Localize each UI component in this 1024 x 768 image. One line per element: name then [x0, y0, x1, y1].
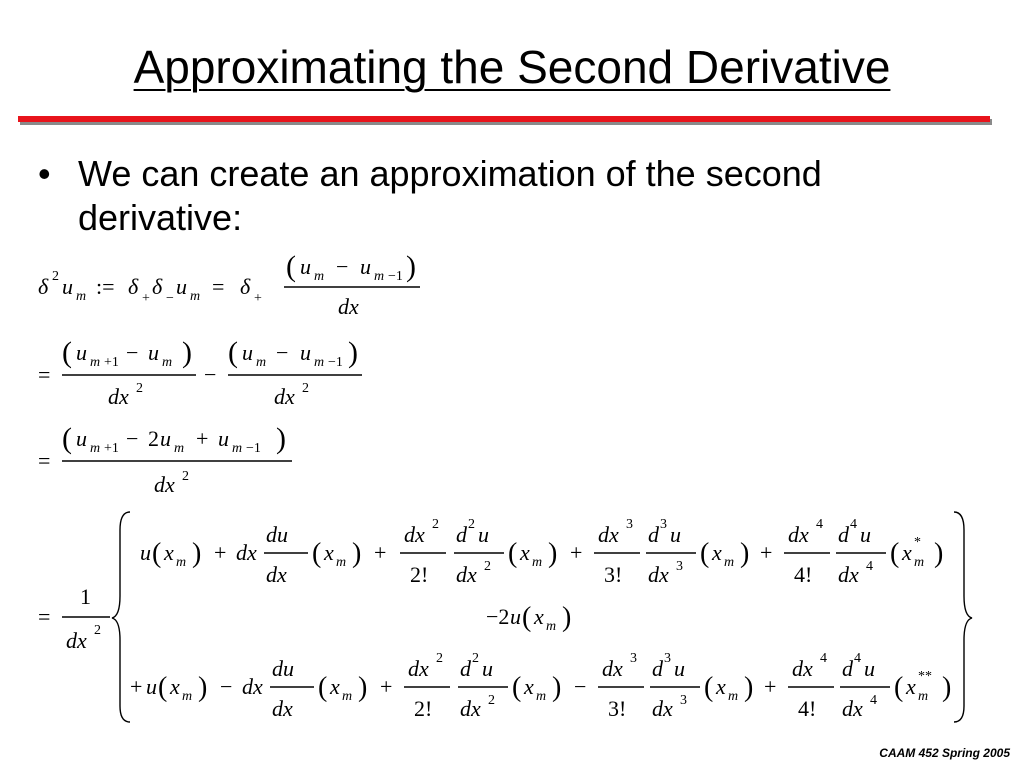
- svg-text:): ): [548, 538, 558, 569]
- svg-text:m: m: [314, 355, 325, 370]
- svg-text:x: x: [164, 540, 174, 565]
- bullet-symbol: •: [38, 153, 51, 194]
- svg-text:(: (: [318, 672, 328, 703]
- svg-text:dx: dx: [602, 656, 623, 681]
- svg-text:dx: dx: [456, 562, 477, 587]
- svg-text:(: (: [890, 538, 900, 569]
- svg-text:dx: dx: [788, 522, 809, 547]
- svg-text:+1: +1: [104, 441, 119, 456]
- svg-text:+: +: [380, 674, 393, 699]
- svg-text:x: x: [716, 674, 726, 699]
- svg-text:dx: dx: [154, 472, 175, 497]
- svg-text:=: =: [38, 448, 51, 473]
- svg-text::=: :=: [96, 274, 115, 299]
- svg-text:2: 2: [148, 426, 159, 451]
- svg-text:m: m: [76, 289, 87, 304]
- svg-text:3: 3: [680, 693, 687, 708]
- svg-text:(: (: [152, 538, 162, 569]
- svg-text:(: (: [894, 672, 904, 703]
- svg-text:u: u: [674, 656, 685, 681]
- svg-text:(: (: [286, 250, 296, 283]
- svg-text:m: m: [314, 269, 325, 284]
- svg-text:): ): [552, 672, 562, 703]
- svg-text:u: u: [76, 340, 87, 365]
- svg-text:−: −: [126, 340, 139, 365]
- footer-course-label: CAAM 452 Spring 2005: [879, 746, 1010, 760]
- svg-text:u: u: [864, 656, 875, 681]
- svg-text:m: m: [914, 555, 925, 570]
- svg-text:4: 4: [850, 517, 857, 532]
- svg-text:dx: dx: [272, 696, 293, 721]
- svg-text:2: 2: [488, 693, 495, 708]
- svg-text:dx: dx: [242, 674, 263, 699]
- svg-text:(: (: [312, 538, 322, 569]
- svg-text:(: (: [704, 672, 714, 703]
- svg-text:dx: dx: [842, 696, 863, 721]
- svg-text:−: −: [574, 674, 587, 699]
- svg-text:d: d: [838, 522, 849, 547]
- svg-text:): ): [934, 538, 944, 569]
- svg-text:4: 4: [820, 651, 827, 666]
- svg-text:u: u: [242, 340, 253, 365]
- svg-text:): ): [744, 672, 754, 703]
- svg-text:(: (: [512, 672, 522, 703]
- svg-text:): ): [352, 538, 362, 569]
- svg-text:2: 2: [52, 269, 59, 284]
- svg-text:δ: δ: [152, 274, 163, 299]
- svg-text:+: +: [760, 540, 773, 565]
- svg-text:u: u: [146, 674, 157, 699]
- svg-text:m: m: [336, 555, 347, 570]
- svg-text:2!: 2!: [410, 562, 429, 587]
- svg-text:): ): [198, 672, 208, 703]
- svg-text:+1: +1: [104, 355, 119, 370]
- svg-text:dx: dx: [338, 294, 359, 319]
- svg-text:+: +: [374, 540, 387, 565]
- svg-text:): ): [358, 672, 368, 703]
- svg-text:(: (: [158, 672, 168, 703]
- svg-text:(: (: [228, 336, 238, 369]
- svg-text:x: x: [324, 540, 334, 565]
- svg-text:m: m: [532, 555, 543, 570]
- svg-text:3: 3: [664, 651, 671, 666]
- svg-text:u: u: [478, 522, 489, 547]
- svg-text:m: m: [546, 619, 557, 634]
- svg-text:u: u: [176, 274, 187, 299]
- svg-text:u: u: [300, 340, 311, 365]
- svg-text:u: u: [76, 426, 87, 451]
- svg-text:x: x: [906, 674, 916, 699]
- svg-text:m: m: [176, 555, 187, 570]
- svg-text:4: 4: [866, 559, 873, 574]
- svg-text:−1: −1: [388, 269, 403, 284]
- svg-text:+: +: [764, 674, 777, 699]
- svg-text:−: −: [166, 291, 174, 306]
- equation-line-2: [38, 336, 362, 409]
- svg-text:m: m: [918, 689, 929, 704]
- svg-text:d: d: [652, 656, 663, 681]
- svg-text:−: −: [336, 254, 349, 279]
- svg-text:dx: dx: [460, 696, 481, 721]
- svg-text:): ): [348, 336, 358, 369]
- svg-text:4!: 4!: [794, 562, 813, 587]
- svg-text:dx: dx: [652, 696, 673, 721]
- svg-text:dx: dx: [66, 628, 87, 653]
- svg-text:2: 2: [136, 381, 143, 396]
- svg-text:): ): [740, 538, 750, 569]
- svg-text:2: 2: [468, 517, 475, 532]
- svg-text:−1: −1: [328, 355, 343, 370]
- svg-text:4: 4: [870, 693, 877, 708]
- bullet-text: We can create an approximation of the second derivative:: [78, 153, 822, 238]
- svg-text:2: 2: [432, 517, 439, 532]
- svg-text:δ: δ: [128, 274, 139, 299]
- svg-text:d: d: [648, 522, 659, 547]
- svg-text:2: 2: [302, 381, 309, 396]
- svg-text:3: 3: [676, 559, 683, 574]
- svg-text:m: m: [232, 441, 243, 456]
- equation-line-1: [38, 250, 420, 319]
- svg-text:+: +: [196, 426, 209, 451]
- svg-text:2: 2: [484, 559, 491, 574]
- svg-text:2: 2: [182, 469, 189, 484]
- svg-text:(: (: [700, 538, 710, 569]
- svg-text:3: 3: [660, 517, 667, 532]
- svg-text:dx: dx: [598, 522, 619, 547]
- svg-text:): ): [562, 602, 572, 633]
- svg-text:x: x: [534, 604, 544, 629]
- svg-text:m: m: [182, 689, 193, 704]
- svg-text:**: **: [918, 669, 932, 684]
- svg-text:): ): [192, 538, 202, 569]
- svg-text:dx: dx: [236, 540, 257, 565]
- svg-text:u: u: [160, 426, 171, 451]
- svg-text:du: du: [272, 656, 294, 681]
- svg-text:−1: −1: [246, 441, 261, 456]
- svg-text:(: (: [522, 602, 532, 633]
- svg-text:x: x: [520, 540, 530, 565]
- svg-text:*: *: [914, 535, 921, 550]
- svg-text:1: 1: [80, 584, 91, 609]
- svg-text:u: u: [140, 540, 151, 565]
- svg-text:+: +: [142, 291, 150, 306]
- svg-text:=: =: [38, 604, 51, 629]
- svg-text:+: +: [570, 540, 583, 565]
- svg-text:dx: dx: [792, 656, 813, 681]
- svg-text:δ: δ: [240, 274, 251, 299]
- svg-text:m: m: [374, 269, 385, 284]
- svg-text:m: m: [190, 289, 201, 304]
- svg-text:m: m: [536, 689, 547, 704]
- svg-text:+: +: [214, 540, 227, 565]
- svg-text:−: −: [126, 426, 139, 451]
- svg-text:u: u: [860, 522, 871, 547]
- svg-text:m: m: [728, 689, 739, 704]
- svg-text:u: u: [510, 604, 521, 629]
- svg-text:δ: δ: [38, 274, 49, 299]
- svg-text:2: 2: [436, 651, 443, 666]
- svg-text:m: m: [724, 555, 735, 570]
- svg-text:2!: 2!: [414, 696, 433, 721]
- svg-text:3: 3: [630, 651, 637, 666]
- equation-line-3: [38, 422, 292, 497]
- svg-text:d: d: [456, 522, 467, 547]
- svg-text:x: x: [170, 674, 180, 699]
- svg-text:−2: −2: [486, 604, 510, 629]
- svg-text:d: d: [842, 656, 853, 681]
- svg-text:−: −: [204, 362, 217, 387]
- svg-text:3!: 3!: [604, 562, 623, 587]
- svg-text:2: 2: [94, 623, 101, 638]
- svg-text:u: u: [148, 340, 159, 365]
- svg-text:4!: 4!: [798, 696, 817, 721]
- svg-text:(: (: [508, 538, 518, 569]
- svg-text:m: m: [174, 441, 185, 456]
- svg-text:+: +: [254, 291, 262, 306]
- svg-text:x: x: [902, 540, 912, 565]
- svg-text:(: (: [62, 422, 72, 455]
- svg-text:−: −: [276, 340, 289, 365]
- svg-text:d: d: [460, 656, 471, 681]
- svg-text:x: x: [330, 674, 340, 699]
- svg-text:=: =: [38, 362, 51, 387]
- svg-text:u: u: [218, 426, 229, 451]
- svg-text:m: m: [90, 355, 101, 370]
- svg-text:): ): [276, 422, 286, 455]
- svg-text:(: (: [62, 336, 72, 369]
- svg-text:x: x: [524, 674, 534, 699]
- svg-text:dx: dx: [274, 384, 295, 409]
- svg-text:x: x: [712, 540, 722, 565]
- svg-text:m: m: [256, 355, 267, 370]
- svg-text:4: 4: [816, 517, 823, 532]
- svg-text:u: u: [670, 522, 681, 547]
- svg-text:+: +: [130, 674, 143, 699]
- svg-text:dx: dx: [838, 562, 859, 587]
- svg-text:): ): [182, 336, 192, 369]
- svg-text:dx: dx: [408, 656, 429, 681]
- svg-text:u: u: [300, 254, 311, 279]
- svg-text:m: m: [162, 355, 173, 370]
- svg-text:2: 2: [472, 651, 479, 666]
- svg-text:dx: dx: [266, 562, 287, 587]
- svg-text:u: u: [62, 274, 73, 299]
- equation-line-4: [38, 512, 972, 722]
- svg-text:m: m: [342, 689, 353, 704]
- svg-text:dx: dx: [108, 384, 129, 409]
- svg-text:): ): [942, 672, 952, 703]
- svg-text:m: m: [90, 441, 101, 456]
- svg-text:=: =: [212, 274, 225, 299]
- svg-text:u: u: [360, 254, 371, 279]
- svg-text:3!: 3!: [608, 696, 627, 721]
- svg-text:u: u: [482, 656, 493, 681]
- svg-text:−: −: [220, 674, 233, 699]
- svg-text:dx: dx: [404, 522, 425, 547]
- svg-text:3: 3: [626, 517, 633, 532]
- svg-text:dx: dx: [648, 562, 669, 587]
- slide-title: Approximating the Second Derivative: [133, 41, 891, 93]
- svg-text:): ): [406, 250, 416, 283]
- svg-text:4: 4: [854, 651, 861, 666]
- svg-text:du: du: [266, 522, 288, 547]
